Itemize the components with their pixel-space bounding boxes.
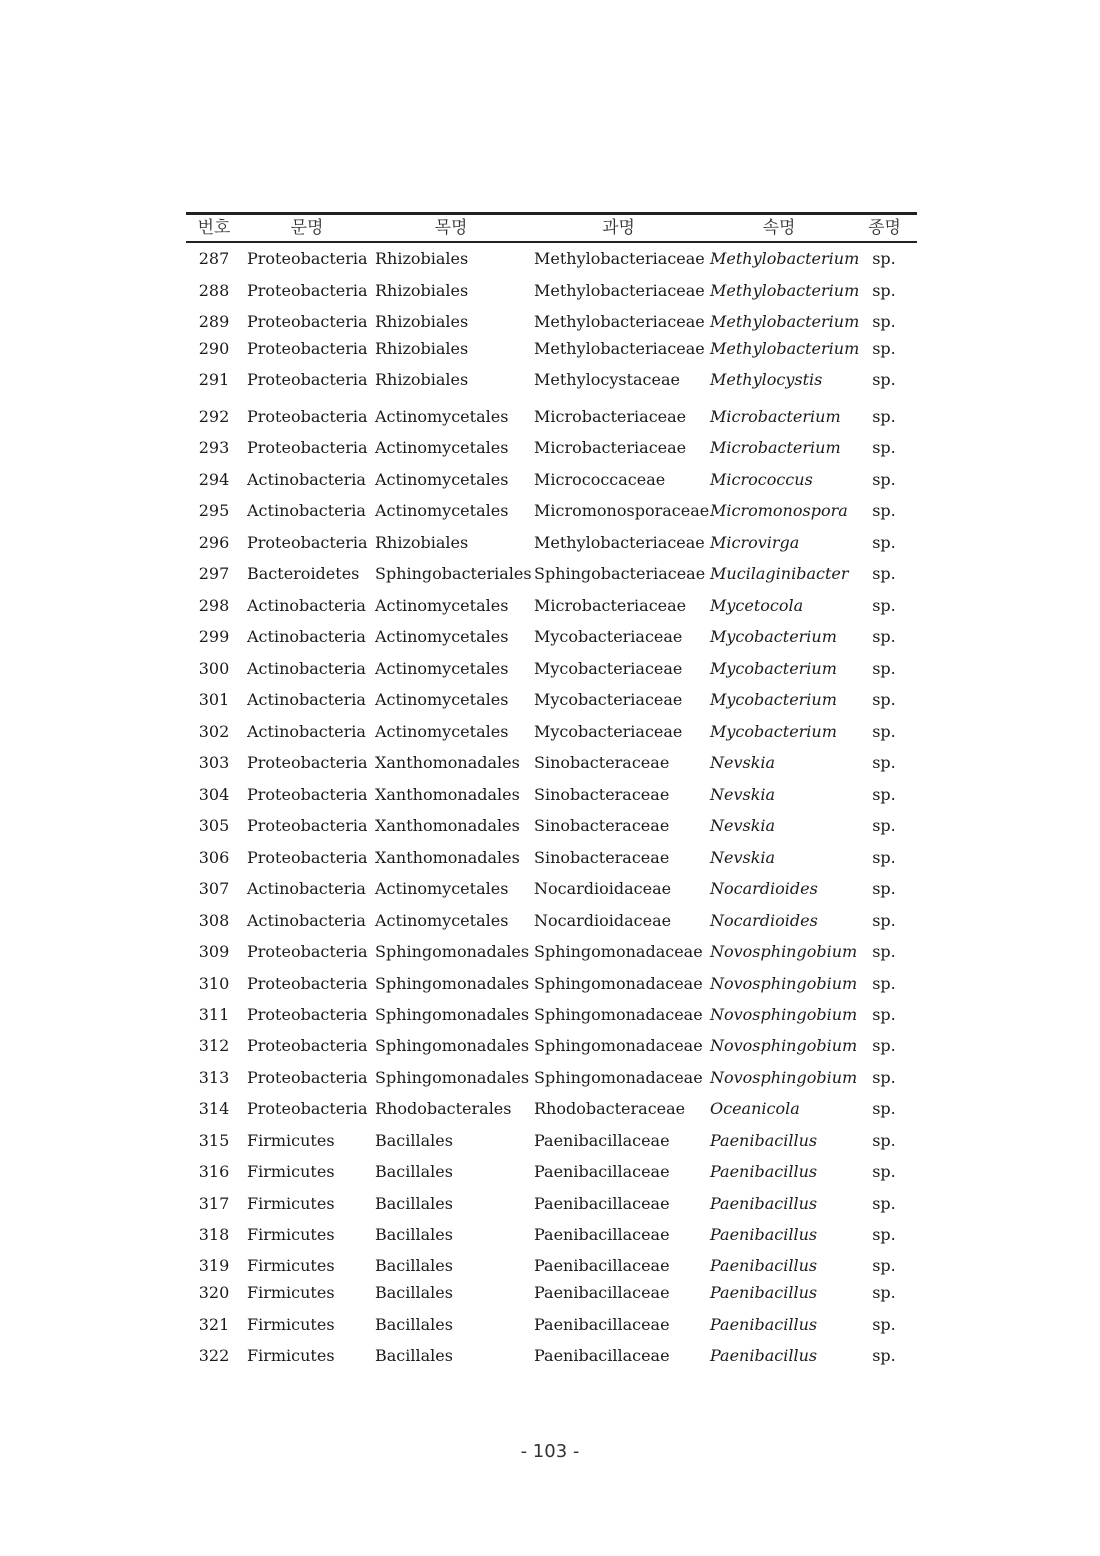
row-number-cell: 299 bbox=[198, 627, 230, 646]
row-number-cell: 288 bbox=[198, 281, 230, 300]
order-cell: Bacillales bbox=[375, 1131, 453, 1150]
phylum-cell: Actinobacteria bbox=[247, 627, 366, 646]
table-row bbox=[186, 1003, 917, 1027]
genus-cell: Nocardioides bbox=[710, 879, 818, 898]
row-number-cell: 308 bbox=[198, 911, 230, 930]
order-cell: Actinomycetales bbox=[375, 501, 509, 520]
table-row bbox=[186, 972, 917, 996]
row-number-cell: 306 bbox=[198, 848, 230, 867]
order-cell: Rhizobiales bbox=[375, 370, 469, 389]
species-cell: sp. bbox=[872, 942, 896, 961]
phylum-cell: Proteobacteria bbox=[247, 312, 368, 331]
species-cell: sp. bbox=[872, 370, 896, 389]
table-row bbox=[186, 1223, 917, 1247]
taxonomy-table bbox=[186, 212, 917, 1365]
row-number-cell: 297 bbox=[198, 564, 230, 583]
phylum-cell: Actinobacteria bbox=[247, 470, 366, 489]
genus-cell: Paenibacillus bbox=[710, 1346, 818, 1365]
genus-cell: Novosphingobium bbox=[710, 974, 858, 993]
phylum-cell: Actinobacteria bbox=[247, 690, 366, 709]
order-cell: Bacillales bbox=[375, 1256, 453, 1275]
phylum-cell: Actinobacteria bbox=[247, 911, 366, 930]
species-cell: sp. bbox=[872, 564, 896, 583]
phylum-cell: Proteobacteria bbox=[247, 1099, 368, 1118]
table-row bbox=[186, 877, 917, 901]
table-row bbox=[186, 625, 917, 649]
order-cell: Bacillales bbox=[375, 1162, 453, 1181]
family-cell: Sinobacteraceae bbox=[534, 753, 670, 772]
phylum-cell: Actinobacteria bbox=[247, 879, 366, 898]
row-number-cell: 291 bbox=[198, 370, 230, 389]
family-cell: Micromonosporaceae bbox=[534, 501, 710, 520]
order-cell: Actinomycetales bbox=[375, 911, 509, 930]
order-cell: Sphingomonadales bbox=[375, 942, 530, 961]
phylum-cell: Proteobacteria bbox=[247, 249, 368, 268]
phylum-cell: Firmicutes bbox=[247, 1194, 335, 1213]
row-number-cell: 289 bbox=[198, 312, 230, 331]
row-number-cell: 295 bbox=[198, 501, 230, 520]
table-row bbox=[186, 1344, 917, 1368]
genus-cell: Nevskia bbox=[710, 753, 776, 772]
phylum-cell: Firmicutes bbox=[247, 1346, 335, 1365]
phylum-cell: Proteobacteria bbox=[247, 438, 368, 457]
row-number-cell: 302 bbox=[198, 722, 230, 741]
family-cell: Mycobacteriaceae bbox=[534, 659, 683, 678]
species-cell: sp. bbox=[872, 1036, 896, 1055]
order-cell: Actinomycetales bbox=[375, 690, 509, 709]
phylum-cell: Firmicutes bbox=[247, 1256, 335, 1275]
species-cell: sp. bbox=[872, 753, 896, 772]
row-number-cell: 305 bbox=[198, 816, 230, 835]
family-cell: Methylobacteriaceae bbox=[534, 312, 705, 331]
phylum-cell: Proteobacteria bbox=[247, 407, 368, 426]
table-row bbox=[186, 657, 917, 681]
table-row bbox=[186, 814, 917, 838]
phylum-cell: Proteobacteria bbox=[247, 816, 368, 835]
species-cell: sp. bbox=[872, 1283, 896, 1302]
species-cell: sp. bbox=[872, 339, 896, 358]
order-cell: Xanthomonadales bbox=[375, 785, 520, 804]
row-number-cell: 309 bbox=[198, 942, 230, 961]
species-cell: sp. bbox=[872, 1194, 896, 1213]
phylum-cell: Actinobacteria bbox=[247, 501, 366, 520]
family-cell: Paenibacillaceae bbox=[534, 1315, 670, 1334]
table-row bbox=[186, 562, 917, 586]
species-cell: sp. bbox=[872, 659, 896, 678]
table-row bbox=[186, 436, 917, 460]
genus-cell: Paenibacillus bbox=[710, 1225, 818, 1244]
page-number: - 103 - bbox=[520, 1441, 580, 1462]
table-row bbox=[186, 846, 917, 870]
species-cell: sp. bbox=[872, 816, 896, 835]
species-cell: sp. bbox=[872, 1225, 896, 1244]
row-number-cell: 317 bbox=[198, 1194, 230, 1213]
family-cell: Methylocystaceae bbox=[534, 370, 680, 389]
table-row bbox=[186, 310, 917, 334]
header-genus: 속명 bbox=[762, 218, 796, 238]
genus-cell: Methylocystis bbox=[710, 370, 823, 389]
row-number-cell: 319 bbox=[198, 1256, 230, 1275]
header-order: 목명 bbox=[434, 218, 468, 238]
row-number-cell: 310 bbox=[198, 974, 230, 993]
family-cell: Microbacteriaceae bbox=[534, 596, 687, 615]
row-number-cell: 322 bbox=[198, 1346, 230, 1365]
table-row bbox=[186, 499, 917, 523]
phylum-cell: Actinobacteria bbox=[247, 596, 366, 615]
family-cell: Paenibacillaceae bbox=[534, 1283, 670, 1302]
genus-cell: Microvirga bbox=[710, 533, 800, 552]
phylum-cell: Actinobacteria bbox=[247, 722, 366, 741]
phylum-cell: Proteobacteria bbox=[247, 942, 368, 961]
genus-cell: Novosphingobium bbox=[710, 1068, 858, 1087]
family-cell: Methylobacteriaceae bbox=[534, 533, 705, 552]
species-cell: sp. bbox=[872, 1131, 896, 1150]
order-cell: Sphingobacteriales bbox=[375, 564, 532, 583]
table-row bbox=[186, 1066, 917, 1090]
species-cell: sp. bbox=[872, 501, 896, 520]
family-cell: Methylobacteriaceae bbox=[534, 339, 705, 358]
phylum-cell: Proteobacteria bbox=[247, 281, 368, 300]
order-cell: Actinomycetales bbox=[375, 879, 509, 898]
phylum-cell: Proteobacteria bbox=[247, 370, 368, 389]
table-row bbox=[186, 1129, 917, 1153]
family-cell: Sphingobacteriaceae bbox=[534, 564, 706, 583]
family-cell: Nocardioidaceae bbox=[534, 879, 672, 898]
order-cell: Xanthomonadales bbox=[375, 753, 520, 772]
table-row bbox=[186, 1097, 917, 1121]
species-cell: sp. bbox=[872, 1256, 896, 1275]
phylum-cell: Proteobacteria bbox=[247, 1036, 368, 1055]
table-row bbox=[186, 783, 917, 807]
order-cell: Sphingomonadales bbox=[375, 1005, 530, 1024]
row-number-cell: 313 bbox=[198, 1068, 230, 1087]
phylum-cell: Firmicutes bbox=[247, 1131, 335, 1150]
order-cell: Rhizobiales bbox=[375, 312, 469, 331]
species-cell: sp. bbox=[872, 1005, 896, 1024]
genus-cell: Nevskia bbox=[710, 848, 776, 867]
table-row bbox=[186, 1192, 917, 1216]
species-cell: sp. bbox=[872, 1068, 896, 1087]
family-cell: Paenibacillaceae bbox=[534, 1194, 670, 1213]
order-cell: Xanthomonadales bbox=[375, 848, 520, 867]
row-number-cell: 290 bbox=[198, 339, 230, 358]
phylum-cell: Actinobacteria bbox=[247, 659, 366, 678]
row-number-cell: 300 bbox=[198, 659, 230, 678]
genus-cell: Mycobacterium bbox=[710, 627, 837, 646]
phylum-cell: Firmicutes bbox=[247, 1162, 335, 1181]
row-number-cell: 321 bbox=[198, 1315, 230, 1334]
family-cell: Paenibacillaceae bbox=[534, 1256, 670, 1275]
order-cell: Actinomycetales bbox=[375, 407, 509, 426]
phylum-cell: Proteobacteria bbox=[247, 1005, 368, 1024]
genus-cell: Microbacterium bbox=[710, 407, 841, 426]
row-number-cell: 316 bbox=[198, 1162, 230, 1181]
table-row bbox=[186, 940, 917, 964]
family-cell: Nocardioidaceae bbox=[534, 911, 672, 930]
species-cell: sp. bbox=[872, 312, 896, 331]
family-cell: Sphingomonadaceae bbox=[534, 942, 703, 961]
genus-cell: Paenibacillus bbox=[710, 1131, 818, 1150]
row-number-cell: 292 bbox=[198, 407, 230, 426]
genus-cell: Methylobacterium bbox=[710, 249, 860, 268]
genus-cell: Methylobacterium bbox=[710, 339, 860, 358]
table-row bbox=[186, 337, 917, 361]
genus-cell: Paenibacillus bbox=[710, 1283, 818, 1302]
header-family: 과명 bbox=[602, 218, 635, 238]
table-row bbox=[186, 531, 917, 555]
table-row bbox=[186, 594, 917, 618]
family-cell: Sinobacteraceae bbox=[534, 848, 670, 867]
order-cell: Sphingomonadales bbox=[375, 1068, 530, 1087]
table-row bbox=[186, 1254, 917, 1278]
table-row bbox=[186, 1160, 917, 1184]
order-cell: Rhodobacterales bbox=[375, 1099, 512, 1118]
row-number-cell: 301 bbox=[198, 690, 230, 709]
table-row bbox=[186, 1313, 917, 1337]
species-cell: sp. bbox=[872, 1346, 896, 1365]
order-cell: Bacillales bbox=[375, 1225, 453, 1244]
genus-cell: Mycetocola bbox=[710, 596, 804, 615]
phylum-cell: Bacteroidetes bbox=[247, 564, 360, 583]
species-cell: sp. bbox=[872, 281, 896, 300]
order-cell: Bacillales bbox=[375, 1283, 453, 1302]
species-cell: sp. bbox=[872, 407, 896, 426]
order-cell: Sphingomonadales bbox=[375, 974, 530, 993]
row-number-cell: 318 bbox=[198, 1225, 230, 1244]
phylum-cell: Proteobacteria bbox=[247, 339, 368, 358]
family-cell: Methylobacteriaceae bbox=[534, 249, 705, 268]
order-cell: Bacillales bbox=[375, 1194, 453, 1213]
row-number-cell: 294 bbox=[198, 470, 230, 489]
species-cell: sp. bbox=[872, 974, 896, 993]
genus-cell: Nevskia bbox=[710, 816, 776, 835]
species-cell: sp. bbox=[872, 911, 896, 930]
order-cell: Bacillales bbox=[375, 1315, 453, 1334]
table-row bbox=[186, 247, 917, 271]
species-cell: sp. bbox=[872, 596, 896, 615]
family-cell: Micrococcaceae bbox=[534, 470, 666, 489]
order-cell: Rhizobiales bbox=[375, 249, 469, 268]
family-cell: Sphingomonadaceae bbox=[534, 974, 703, 993]
family-cell: Paenibacillaceae bbox=[534, 1346, 670, 1365]
order-cell: Actinomycetales bbox=[375, 596, 509, 615]
genus-cell: Nevskia bbox=[710, 785, 776, 804]
phylum-cell: Proteobacteria bbox=[247, 533, 368, 552]
species-cell: sp. bbox=[872, 848, 896, 867]
genus-cell: Methylobacterium bbox=[710, 281, 860, 300]
order-cell: Actinomycetales bbox=[375, 470, 509, 489]
species-cell: sp. bbox=[872, 1162, 896, 1181]
genus-cell: Paenibacillus bbox=[710, 1162, 818, 1181]
order-cell: Actinomycetales bbox=[375, 438, 509, 457]
genus-cell: Mucilaginibacter bbox=[710, 564, 849, 583]
row-number-cell: 307 bbox=[198, 879, 230, 898]
family-cell: Sphingomonadaceae bbox=[534, 1005, 703, 1024]
table-row bbox=[186, 368, 917, 392]
order-cell: Actinomycetales bbox=[375, 659, 509, 678]
phylum-cell: Proteobacteria bbox=[247, 785, 368, 804]
phylum-cell: Firmicutes bbox=[247, 1315, 335, 1334]
row-number-cell: 304 bbox=[198, 785, 230, 804]
table-row bbox=[186, 1281, 917, 1305]
species-cell: sp. bbox=[872, 785, 896, 804]
species-cell: sp. bbox=[872, 722, 896, 741]
order-cell: Sphingomonadales bbox=[375, 1036, 530, 1055]
table-header bbox=[186, 212, 917, 243]
family-cell: Sinobacteraceae bbox=[534, 785, 670, 804]
species-cell: sp. bbox=[872, 627, 896, 646]
species-cell: sp. bbox=[872, 533, 896, 552]
order-cell: Xanthomonadales bbox=[375, 816, 520, 835]
family-cell: Paenibacillaceae bbox=[534, 1162, 670, 1181]
order-cell: Actinomycetales bbox=[375, 627, 509, 646]
row-number-cell: 296 bbox=[198, 533, 230, 552]
family-cell: Microbacteriaceae bbox=[534, 407, 687, 426]
family-cell: Sphingomonadaceae bbox=[534, 1068, 703, 1087]
phylum-cell: Firmicutes bbox=[247, 1283, 335, 1302]
species-cell: sp. bbox=[872, 438, 896, 457]
genus-cell: Mycobacterium bbox=[710, 659, 837, 678]
species-cell: sp. bbox=[872, 690, 896, 709]
phylum-cell: Proteobacteria bbox=[247, 974, 368, 993]
genus-cell: Microbacterium bbox=[710, 438, 841, 457]
family-cell: Mycobacteriaceae bbox=[534, 627, 683, 646]
genus-cell: Paenibacillus bbox=[710, 1315, 818, 1334]
family-cell: Mycobacteriaceae bbox=[534, 690, 683, 709]
genus-cell: Oceanicola bbox=[710, 1099, 800, 1118]
table-row bbox=[186, 1034, 917, 1058]
genus-cell: Mycobacterium bbox=[710, 722, 837, 741]
phylum-cell: Firmicutes bbox=[247, 1225, 335, 1244]
header-number: 번호 bbox=[197, 218, 231, 238]
table-row bbox=[186, 279, 917, 303]
order-cell: Rhizobiales bbox=[375, 533, 469, 552]
genus-cell: Paenibacillus bbox=[710, 1256, 818, 1275]
phylum-cell: Proteobacteria bbox=[247, 1068, 368, 1087]
table-row bbox=[186, 720, 917, 744]
family-cell: Methylobacteriaceae bbox=[534, 281, 705, 300]
row-number-cell: 315 bbox=[198, 1131, 230, 1150]
row-number-cell: 311 bbox=[198, 1005, 230, 1024]
row-number-cell: 314 bbox=[198, 1099, 230, 1118]
phylum-cell: Proteobacteria bbox=[247, 848, 368, 867]
genus-cell: Novosphingobium bbox=[710, 1005, 858, 1024]
family-cell: Mycobacteriaceae bbox=[534, 722, 683, 741]
species-cell: sp. bbox=[872, 249, 896, 268]
genus-cell: Novosphingobium bbox=[710, 942, 858, 961]
genus-cell: Paenibacillus bbox=[710, 1194, 818, 1213]
header-phylum: 문명 bbox=[290, 218, 324, 238]
family-cell: Microbacteriaceae bbox=[534, 438, 687, 457]
phylum-cell: Proteobacteria bbox=[247, 753, 368, 772]
family-cell: Paenibacillaceae bbox=[534, 1131, 670, 1150]
genus-cell: Nocardioides bbox=[710, 911, 818, 930]
table-row bbox=[186, 468, 917, 492]
genus-cell: Methylobacterium bbox=[710, 312, 860, 331]
genus-cell: Mycobacterium bbox=[710, 690, 837, 709]
table-row bbox=[186, 909, 917, 933]
genus-cell: Novosphingobium bbox=[710, 1036, 858, 1055]
order-cell: Rhizobiales bbox=[375, 339, 469, 358]
row-number-cell: 303 bbox=[198, 753, 230, 772]
table-row bbox=[186, 751, 917, 775]
order-cell: Actinomycetales bbox=[375, 722, 509, 741]
order-cell: Rhizobiales bbox=[375, 281, 469, 300]
species-cell: sp. bbox=[872, 879, 896, 898]
species-cell: sp. bbox=[872, 470, 896, 489]
row-number-cell: 320 bbox=[198, 1283, 230, 1302]
header-species: 종명 bbox=[868, 218, 901, 238]
table-row bbox=[186, 405, 917, 429]
row-number-cell: 287 bbox=[198, 249, 230, 268]
order-cell: Bacillales bbox=[375, 1346, 453, 1365]
row-number-cell: 298 bbox=[198, 596, 230, 615]
row-number-cell: 293 bbox=[198, 438, 230, 457]
genus-cell: Micrococcus bbox=[710, 470, 813, 489]
family-cell: Rhodobacteraceae bbox=[534, 1099, 686, 1118]
genus-cell: Micromonospora bbox=[710, 501, 848, 520]
family-cell: Paenibacillaceae bbox=[534, 1225, 670, 1244]
species-cell: sp. bbox=[872, 1315, 896, 1334]
row-number-cell: 312 bbox=[198, 1036, 230, 1055]
species-cell: sp. bbox=[872, 1099, 896, 1118]
table-row bbox=[186, 688, 917, 712]
family-cell: Sinobacteraceae bbox=[534, 816, 670, 835]
family-cell: Sphingomonadaceae bbox=[534, 1036, 703, 1055]
